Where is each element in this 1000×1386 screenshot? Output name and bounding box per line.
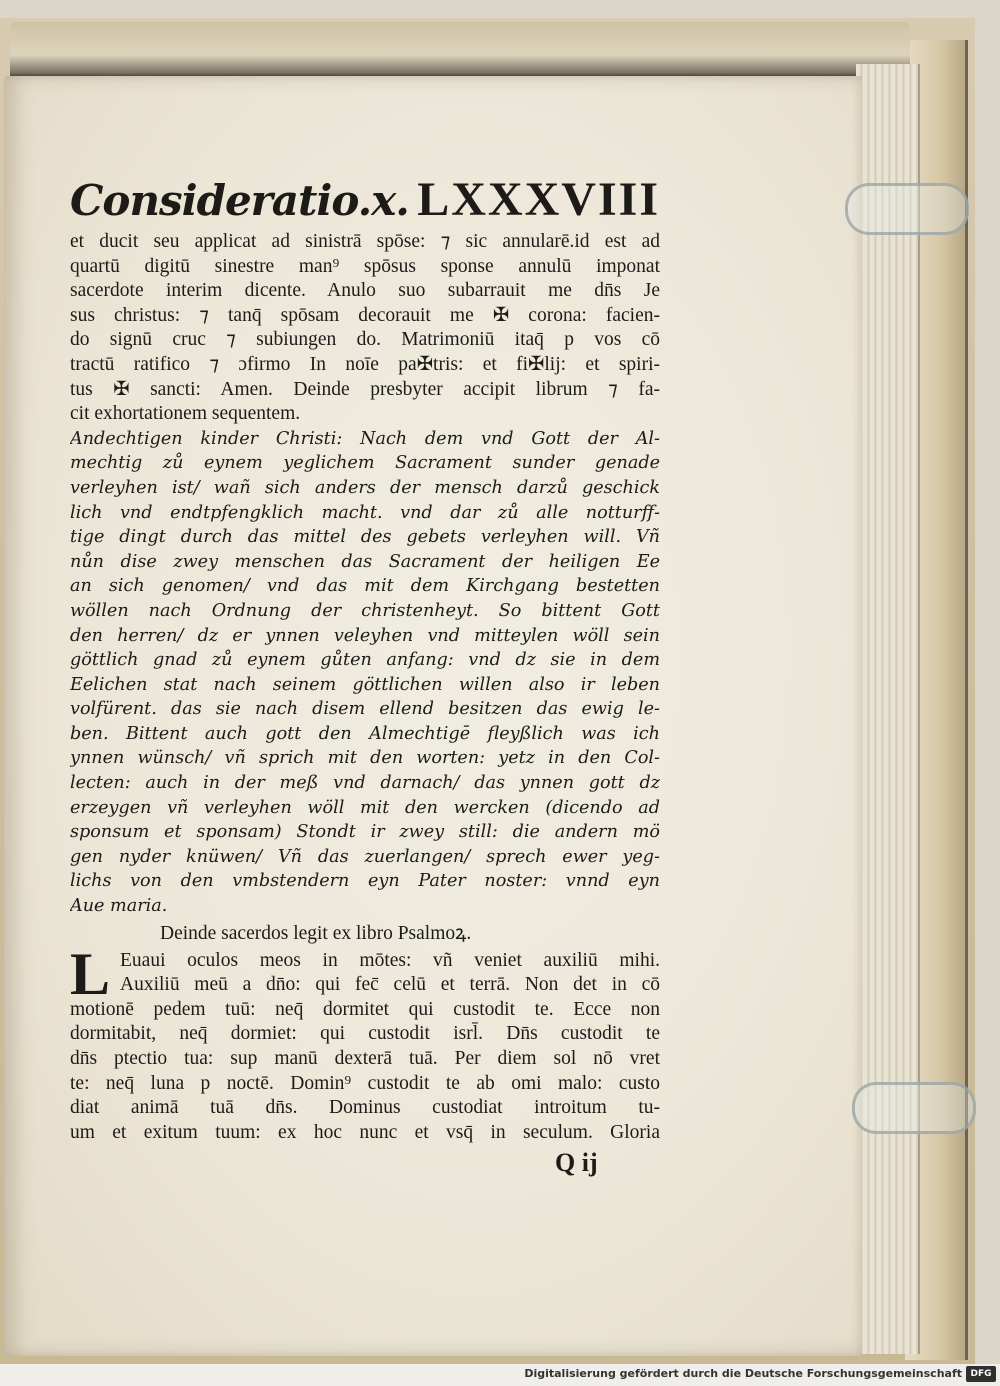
- text-line: tige dingt durch das mittel des gebets verleyhen will. Vñ: [70, 527, 660, 548]
- text-line: dormitabit, neq̄ dormiet: qui custodit isrl̄. Dn̄s custodit te: [70, 1023, 660, 1045]
- text-line: den herren/ dz er ynnen veleyhen vnd mitteylen wöll sein: [70, 625, 660, 646]
- glass-clip-bottom: [852, 1082, 976, 1134]
- text-line: cit exhortationem sequentem.: [70, 403, 301, 425]
- latin-rubric: [70, 230, 660, 427]
- text-line: motionē pedem tuū: neq̄ dormitet qui custodit te. Ecce non: [70, 998, 660, 1020]
- text-line: lichs von den vmbstendern eyn Pater noster: vnnd eyn: [70, 871, 660, 892]
- page-fore-edges: [856, 64, 920, 1354]
- text-line: wöllen nach Ordnung der christenheyt. So bittent Gott: [70, 600, 660, 621]
- decorated-initial: L: [70, 940, 111, 1007]
- page-top-edges: [10, 22, 910, 77]
- text-line: mechtig zů eynem yeglichem Sacrament sunder genade: [70, 453, 660, 474]
- psalm-text: [70, 940, 660, 1146]
- text-line: te: neq̄ luna p noctē. Domin⁹ custodit te ab omi malo: custo: [70, 1072, 660, 1094]
- text-line: Auxiliū meū a dn̄o: qui fec̄ celū et terrā. Non det in cō: [120, 974, 660, 996]
- text-line: tus ✠ sancti: Amen. Deinde presbyter accipit librum ⁊ fa-: [70, 378, 660, 400]
- text-line: lich vnd endtpfengklich macht. vnd dar zů alle notturff-: [70, 502, 660, 523]
- text-line: volfürent. das sie nach disem ellend besitzen das ewig le-: [70, 699, 660, 720]
- text-line: gen nyder knüwen/ Vñ das zuerlangen/ sprech ewer yeg-: [70, 846, 660, 867]
- text-line: sponsum et sponsam) Stondt ir zwey still: die andern mö: [70, 822, 660, 843]
- german-exhortation: [70, 427, 660, 919]
- text-line: ynnen wünsch/ vñ sprich mit den worten: yetz in den Col-: [70, 748, 660, 769]
- text-line: an sich genomen/ vnd das mit dem Kirchgang bestetten: [70, 576, 660, 597]
- text-line: Aue maria.: [70, 896, 168, 917]
- text-line: sus christus: ⁊ tanq̄ spōsam decorauit me ✠ corona: facien-: [70, 304, 660, 326]
- running-head: [70, 172, 660, 230]
- psalm-rubric: Deinde sacerdos legit ex libro Psalmoꝝ.: [160, 922, 472, 944]
- folio-number: LXXXVIII: [417, 173, 660, 226]
- footer-bar: [0, 1364, 1000, 1386]
- glass-clip-top: [845, 183, 969, 235]
- text-line: Eelichen stat nach seinem göttlichen willen also ir leben: [70, 674, 660, 695]
- text-line: tractū ratifico ⁊ ɔfirmo In noīe pa✠tris: et fi✠lij: et spiri-: [70, 353, 660, 375]
- printed-text: [70, 172, 660, 1145]
- section-heading: Consideratio.x.: [70, 176, 409, 225]
- text-line: nůn dise zwey menschen das Sacrament der heiligen Ee: [70, 551, 660, 572]
- funding-credit: Digitalisierung gefördert durch die Deutsche Forschungsgemeinschaft: [524, 1367, 962, 1380]
- text-line: lecten: auch in der meß vnd darnach/ das ynnen gott dz: [70, 773, 660, 794]
- text-line: do signū cruc ⁊ subiungen do. Matrimoniū itaq̄ p vos cō: [70, 329, 660, 351]
- text-line: sacerdote interim dicente. Anulo suo subarrauit me dn̄s Je: [70, 280, 660, 302]
- text-line: et ducit seu applicat ad sinistrā spōse: ⁊ sic annularē.id est ad: [70, 231, 660, 252]
- text-line: erzeygen vñ verleyhen wöll mit den wercken (dicendo ad: [70, 797, 660, 818]
- text-line: Andechtigen kinder Christi: Nach dem vnd Gott der Al-: [70, 428, 660, 449]
- text-line: dn̄s ptectio tua: sup manū dexterā tuā. Per diem sol nō vret: [70, 1048, 660, 1069]
- text-line: Euaui oculos meos in mōtes: vñ veniet auxiliū mihi.: [120, 949, 660, 971]
- text-line: göttlich gnad zů eynem gůten anfang: vnd dz sie in dem: [70, 650, 660, 671]
- text-line: um et exitum tuum: ex hoc nunc et vsq̄ in seculum. Gloria: [70, 1121, 660, 1143]
- text-line: ben. Bittent auch gott den Almechtigē fleyßlich was ich: [70, 723, 660, 744]
- text-line: diat animā tuā dn̄s. Dominus custodiat introitum tu-: [70, 1097, 660, 1119]
- text-line: quartū digitū sinestre man⁹ spōsus sponse annulū imponat: [70, 255, 660, 277]
- text-line: verleyhen ist/ wañ sich anders der mensch darzů geschick: [70, 477, 660, 498]
- dfg-logo-icon[interactable]: DFG: [966, 1366, 996, 1382]
- signature-mark: Q ij: [555, 1148, 598, 1177]
